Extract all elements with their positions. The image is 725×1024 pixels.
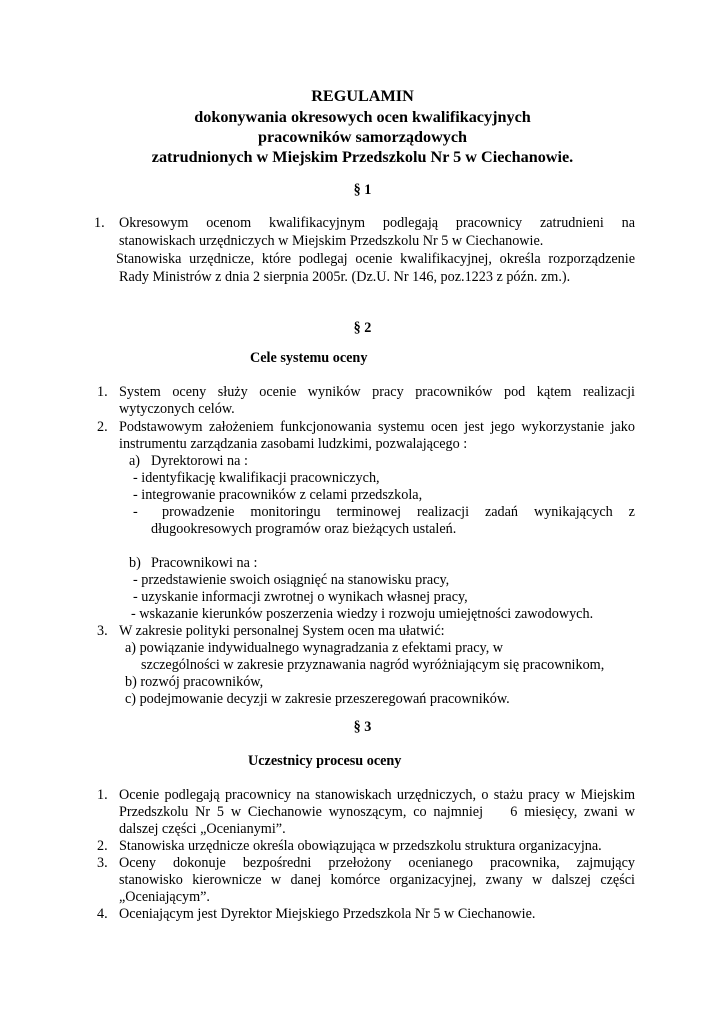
list-number: 3. (97, 623, 108, 639)
section-2-subheading: Cele systemu oceny (250, 350, 368, 366)
sublist-label: b) (129, 555, 141, 571)
list-number: 1. (97, 787, 108, 803)
sublist-text: Pracownikowi na : (151, 555, 258, 571)
paragraph-line: Ocenie podlegają pracownicy na stanowiskach urzędniczych, o stażu pracy w Miejskim (119, 787, 635, 803)
paragraph-line: Oceniającym jest Dyrektor Miejskiego Przedszkola Nr 5 w Ciechanowie. (119, 906, 536, 922)
sublist-text: Dyrektorowi na : (151, 453, 248, 469)
list-number: 1. (97, 384, 108, 400)
bullet-line: - wskazanie kierunków poszerzenia wiedzy i rozwoju umiejętności zawodowych. (131, 606, 594, 622)
document-title: REGULAMIN (311, 87, 414, 105)
title-line-4: zatrudnionych w Miejskim Przedszkolu Nr 5 w Ciechanowie. (151, 148, 574, 166)
paragraph-line: Oceny dokonuje bezpośredni przełożony ocenianego pracownika, zajmujący (119, 855, 635, 871)
bullet-line: długookresowych programów oraz bieżących ustaleń. (151, 521, 457, 537)
list-number: 3. (97, 855, 108, 871)
section-3-subheading: Uczestnicy procesu oceny (248, 753, 402, 769)
bullet-line: prowadzenie monitoringu terminowej realizacji zadań wynikających z (162, 504, 635, 520)
sublist-line: szczególności w zakresie przyznawania nagród wyróżniającym się pracownikom, (141, 657, 605, 673)
list-number: 2. (97, 419, 108, 435)
list-number: 1. (94, 215, 105, 231)
paragraph-line: wytyczonych celów. (119, 401, 235, 417)
bullet-line: - identyfikację kwalifikacji pracowniczych, (133, 470, 380, 486)
paragraph-line: W zakresie polityki personalnej System ocen ma ułatwić: (119, 623, 445, 639)
list-number: 4. (97, 906, 108, 922)
paragraph-line: Podstawowym założeniem funkcjonowania systemu ocen jest jego wykorzystanie jako (119, 419, 635, 435)
sublist-line: a) powiązanie indywidualnego wynagradzania z efektami pracy, w (125, 640, 504, 656)
paragraph-line: stanowisko kierownicze w danej komórce organizacyjnej, zwany w dalszej części (119, 872, 635, 888)
title-line-3: pracowników samorządowych (257, 128, 468, 146)
paragraph-line: instrumentu zarządzania zasobami ludzkimi, pozwalającego : (119, 436, 468, 452)
bullet-line: - uzyskanie informacji zwrotnej o wynikach własnej pracy, (133, 589, 468, 605)
paragraph-line: System oceny służy ocenie wyników pracy pracowników pod kątem realizacji (119, 384, 635, 400)
paragraph-line: Okresowym ocenom kwalifikacyjnym podlegają pracownicy zatrudnieni na (119, 215, 635, 231)
section-2-heading: § 2 (353, 320, 372, 336)
paragraph-line: Stanowiska urzędnicze określa obowiązująca w przedszkolu struktura organizacyjna. (119, 838, 602, 854)
bullet-line: - integrowanie pracowników z celami przedszkola, (133, 487, 423, 503)
sublist-line: b) rozwój pracowników, (125, 674, 264, 690)
sublist-label: a) (129, 453, 141, 469)
section-1-heading: § 1 (353, 182, 372, 198)
paragraph-line: Rady Ministrów z dnia 2 sierpnia 2005r. (Dz.U. Nr 146, poz.1223 z późn. zm.). (119, 269, 571, 285)
sublist-line: c) podejmowanie decyzji w zakresie przeszeregowań pracowników. (125, 691, 510, 707)
paragraph-line: „Oceniającym”. (119, 889, 210, 905)
paragraph-line: stanowiskach urzędniczych w Miejskim Przedszkolu Nr 5 w Ciechanowie. (119, 233, 544, 249)
list-number: 2. (97, 838, 108, 854)
bullet-line: - przedstawienie swoich osiągnięć na stanowisku pracy, (133, 572, 450, 588)
bullet-dash: - (133, 504, 138, 520)
paragraph-line: Stanowiska urzędnicze, które podlegaj ocenie kwalifikacyjnej, określa rozporządzenie (116, 251, 635, 267)
paragraph-line: dalszej części „Ocenianymi”. (119, 821, 286, 837)
paragraph-line: Przedszkolu Nr 5 w Ciechanowie wynoszącym, co najmniej 6 miesięcy, zwani w (119, 804, 635, 820)
section-3-heading: § 3 (353, 719, 372, 735)
title-line-2: dokonywania okresowych ocen kwalifikacyjnych (194, 108, 531, 126)
